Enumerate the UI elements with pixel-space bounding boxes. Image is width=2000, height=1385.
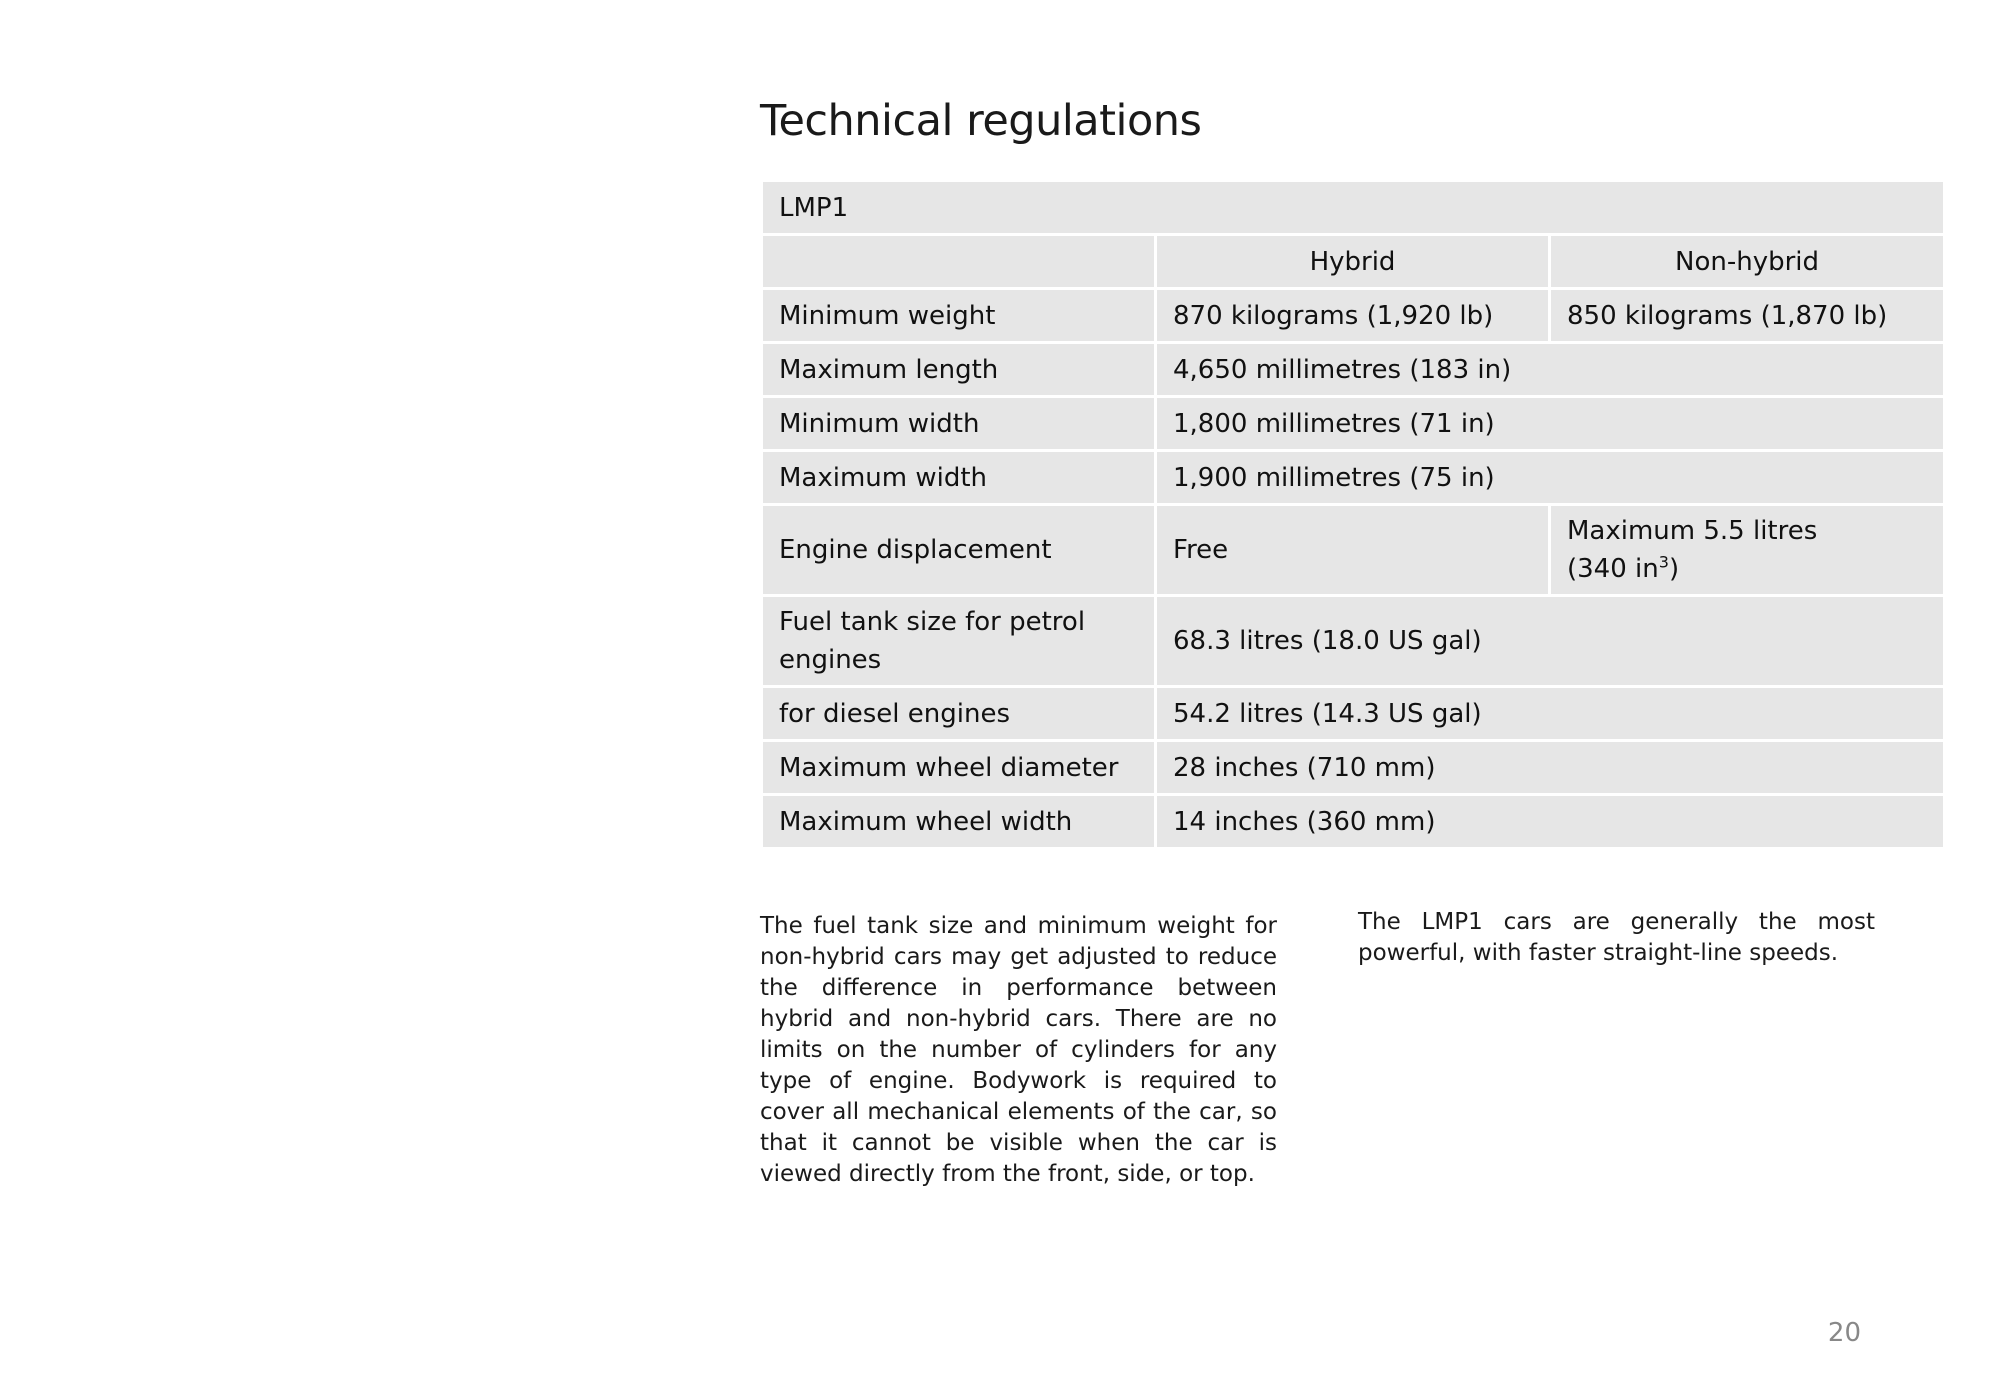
row-value: 28 inches (710 mm)	[1156, 741, 1945, 795]
superscript-3: 3	[1658, 552, 1669, 572]
table-row	[762, 741, 1945, 795]
row-value: 1,900 millimetres (75 in)	[1156, 451, 1945, 505]
page-title: Technical regulations	[760, 96, 1202, 146]
table-header-row	[762, 235, 1945, 289]
table-row	[762, 687, 1945, 741]
non-hybrid-value	[1550, 505, 1945, 596]
table-row	[762, 343, 1945, 397]
non-hybrid-value: 850 kilograms (1,870 lb)	[1550, 289, 1945, 343]
table-row	[762, 397, 1945, 451]
label-line-2: engines	[779, 645, 882, 675]
technical-regulations-table	[760, 179, 1946, 850]
row-label: Minimum width	[762, 397, 1156, 451]
table-row	[762, 289, 1945, 343]
row-label: Maximum wheel diameter	[762, 741, 1156, 795]
page-number: 20	[1827, 1318, 1861, 1348]
body-paragraph-right: The LMP1 cars are generally the most powerful, with faster straight-line speeds.	[1358, 909, 1875, 966]
value-line-1: Maximum 5.5 litres	[1567, 516, 1818, 546]
row-value: 4,650 millimetres (183 in)	[1156, 343, 1945, 397]
row-label	[762, 596, 1156, 687]
body-paragraph-left: The fuel tank size and minimum weight for non-hybrid cars may get adjusted to reduce the difference in performance between hybrid and non-hybrid cars. There are no limits on the number of cylinders for any type of engine. Bodywork is required to cover all mechanical elements of the car, so that it cannot be visible when the car is viewed directly from the front, side, or top.	[760, 913, 1277, 1187]
table-row	[762, 596, 1945, 687]
row-value: 14 inches (360 mm)	[1156, 795, 1945, 849]
table-row-category	[762, 181, 1945, 235]
table-row	[762, 451, 1945, 505]
header-non-hybrid: Non-hybrid	[1550, 235, 1945, 289]
row-value: 68.3 litres (18.0 US gal)	[1156, 596, 1945, 687]
hybrid-value: Free	[1156, 505, 1550, 596]
value-line-2-close: )	[1668, 554, 1680, 584]
row-label: Engine displacement	[762, 505, 1156, 596]
header-empty-cell	[762, 235, 1156, 289]
row-value: 1,800 millimetres (71 in)	[1156, 397, 1945, 451]
category-cell: LMP1	[762, 181, 1945, 235]
label-line-1: Fuel tank size for petrol	[779, 607, 1086, 637]
row-label: Minimum weight	[762, 289, 1156, 343]
table-row	[762, 795, 1945, 849]
table-row	[762, 505, 1945, 596]
row-label: Maximum width	[762, 451, 1156, 505]
row-label: for diesel engines	[762, 687, 1156, 741]
row-label: Maximum wheel width	[762, 795, 1156, 849]
row-value: 54.2 litres (14.3 US gal)	[1156, 687, 1945, 741]
header-hybrid: Hybrid	[1156, 235, 1550, 289]
row-label: Maximum length	[762, 343, 1156, 397]
hybrid-value: 870 kilograms (1,920 lb)	[1156, 289, 1550, 343]
value-line-2: (340 in	[1567, 554, 1659, 584]
